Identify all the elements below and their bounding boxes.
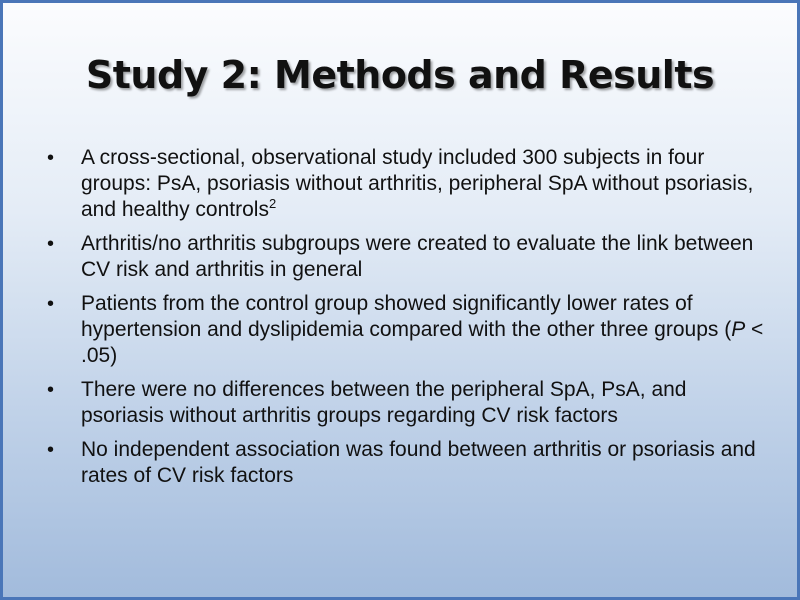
bullet-item (41, 291, 771, 369)
bullet-dot-icon: • (47, 233, 55, 255)
bullet-item (41, 145, 771, 223)
p-value-symbol: P (731, 318, 746, 341)
bullet-text: Arthritis/no arthritis subgroups were created to evaluate the link between CV risk and arthritis in general (81, 232, 754, 281)
bullet-text: Patients from the control group showed significantly lower rates of hypertension and dyslipidemia compared with the other three groups ( (81, 292, 732, 341)
bullet-item (41, 437, 771, 489)
bullet-item (41, 231, 771, 283)
bullet-dot-icon: • (47, 379, 55, 401)
bullet-dot-icon: • (47, 293, 55, 315)
bullet-text: There were no differences between the peripheral SpA, PsA, and psoriasis without arthritis groups regarding CV risk factors (81, 378, 687, 427)
bullet-list (41, 145, 771, 497)
bullet-text-end: < .05) (81, 318, 764, 367)
bullet-text: A cross-sectional, observational study included 300 subjects in four groups: PsA, psoriasis without arthritis, peripheral SpA without psoriasis, and healthy controls (81, 146, 754, 221)
bullet-text: No independent association was found between arthritis or psoriasis and rates of CV risk factors (81, 438, 756, 487)
bullet-dot-icon: • (47, 439, 55, 461)
bullet-item (41, 377, 771, 429)
slide-title: Study 2: Methods and Results (85, 53, 715, 97)
bullet-dot-icon: • (47, 147, 55, 169)
citation-superscript: 2 (268, 196, 277, 211)
